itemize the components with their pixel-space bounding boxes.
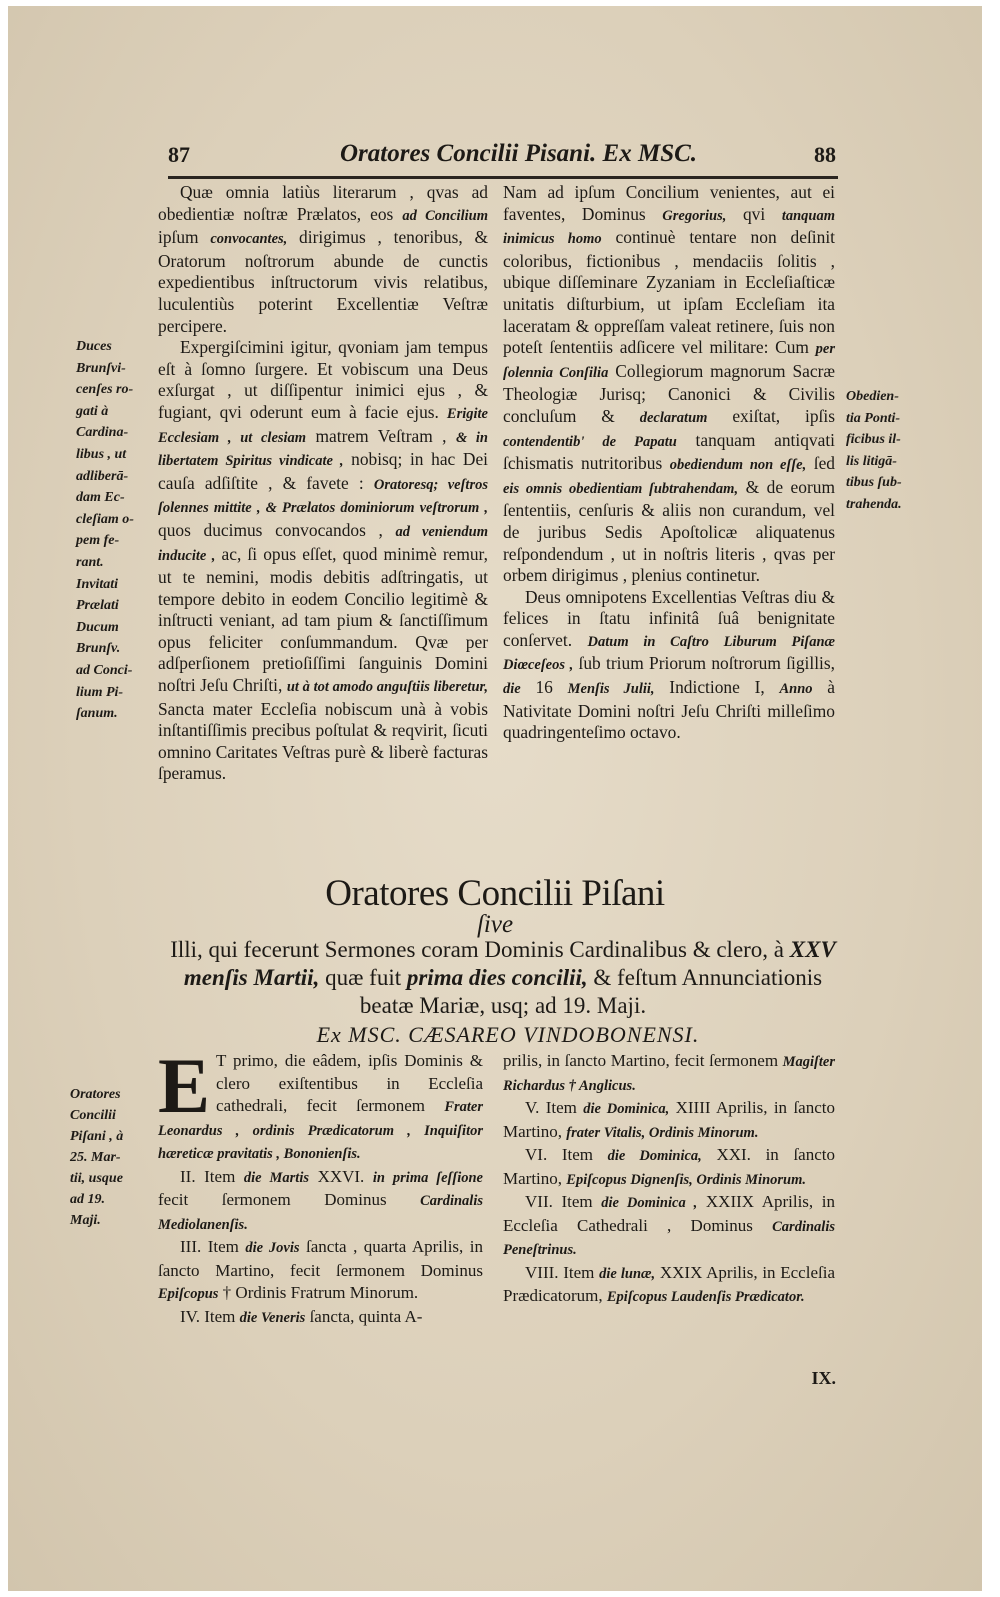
page-number-left: 87 [168,142,190,167]
italic-run: Epiſcopus Dignenſis, Ordinis Minorum. [566,1171,806,1188]
margin-note-line: Concilii [70,1108,116,1123]
sermon-5: V. Item die Dominica, XIIII Aprilis, in ſancto Martino, frater Vitalis, Ordinis Minorum. [503,1098,835,1141]
italic-run: declaratum [639,409,708,426]
italic-run: ad veniendum inducite , [158,523,488,564]
running-title: Oratores Concilii Pisani. Ex MSC. [340,140,698,167]
italic-run: in prima ſeſſione [372,1169,483,1186]
margin-note-line: ad Conci- [76,662,133,678]
left-paragraph-2: Expergiſcimini igitur, qvoniam jam tempus eſt à ſomno ſurgere. Et vobiscum una Deus exſurgat , ut diſſipentur inimici ejus , & fugiant, qvi oderunt eum à facie ejus. Erigite Ecclesiam , ut clesiam matrem Veſtram , & in libertatem Spiritus vindicate , nobisq; in hac Dei cauſa adſiſtite , & favete : Oratoresq; veſtros ſolennes mittite , & Prælatos dominiorum veſtrorum , quos ducimus convocandos , ad veniendum inducite , ac, ſi opus eſſet, quod minimè remur, ut te nemini, modis debitis adſtringatis, ut tempore debito in eodem Concilio legitimè & inſtructi veniant, ad tam pium & ſanctiſſimum opus feliciter conſummandum. Qvæ per adſperſionem pretioſiſſimi ſanguinis Domini noſtri Jeſu Chriſti, ut à tot amodo anguſtiis liberetur, Sancta mater Eccleſia nobiscum unà à vobis inſtantiſſimis precibus poſtulat & reqvirit, ſicuti omnino Caritates Veſtras purè & liberè facturas ſperamus. [158,337,488,784]
margin-note-line: tia Ponti- [846,410,901,426]
sermon-2: II. Item die Martis XXVI. in prima ſeſſione fecit ſermonem Dominus Cardinalis Mediolanenſis. [158,1166,483,1233]
margin-notes-right [846,386,946,516]
margin-note-line: rant. [76,554,104,570]
margin-note-line: ad 19. [70,1192,105,1207]
italic-run: Frater Leonardus , ordinis Prædicatorum , Inquiſitor hæreticæ pravitatis , Bononienſis. [158,1099,483,1162]
margin-note-line: ficibus il- [846,432,901,448]
italic-run: Epiſcopus [158,1286,219,1302]
italic-run: die Veneris [239,1309,306,1326]
section-source: Ex MSC. CÆSAREO VINDOBONENSI. [316,1022,700,1047]
margin-note-line: Invitati [76,576,119,592]
sermon-8: VIII. Item die lunæ, XXIX Aprilis, in Eccleſia Prædicatorum, Epiſcopus Laudenſis Prædicator. [503,1262,835,1305]
left-column [158,182,488,785]
italic-run: eis omnis obedientiam ſubtrahendam, [503,480,739,497]
italic-run: Gregorius, [662,207,727,224]
margin-note-line: dam Ec- [76,490,125,506]
italic-run: Cardinalis Peneſtrinus. [503,1218,835,1258]
margin-note-line: cleſiam o- [76,511,134,527]
italic-run: Menſis Julii, [567,681,655,698]
drop-cap: E [158,1042,211,1129]
margin-notes-section [70,1084,150,1231]
sermon-1-text: T primo, die eâdem, ipſis Dominis & clero exiſtentibus in Eccleſia cathedrali, fecit ſermonem Frater Leonardus , ordinis Prædicatorum , Inquiſitor hæreticæ pravitatis , Bononienſis. [158,1051,483,1162]
italic-run: Datum in Caſtro Liburum Piſanæ Diœceſeos , [503,633,835,674]
right-paragraph-2: Deus omnipotens Excellentias Veſtras diu & felices in ſtatu infinitâ ſuâ benignitate conſervet. Datum in Caſtro Liburum Piſanæ Diœceſeos , ſub trium Priorum noſtrorum ſigillis, die 16 Menſis Julii, Indictione I, Anno à Nativitate Domini noſtri Jeſu Chriſti milleſimo quadringenteſimo octavo. [503,586,835,743]
margin-note-line: Brunſv. [76,641,121,657]
italic-run: & in libertatem Spiritus vindicate , [158,429,488,470]
italic-run: ad Concilium [402,207,488,224]
italic-run: die Martis [243,1169,309,1186]
margin-note-line: trahenda. [846,496,902,512]
right-paragraph-1: Nam ad ipſum Concilium venientes, aut ei faventes, Dominus Gregorius, qvi tanquam inimicus homo continuè tentare non deſinit coloribus, fictionibus , mendaciis ſolitis , ubique diſſeminare Zyzaniam in Eccleſiaſticæ unitatis diſturbium, ut ipſam Eccleſiam ita laceratam & oppreſſam valeat retinere, ſuis non poteſt ſententiis adſicere vel militare: Cum per ſolennia Conſilia Collegiorum magnorum Sacræ Theologiæ Jurisq; Canonici & Civilis concluſum & declaratum exiſtat, ipſis contendentib' de Papatu tanquam antiqvati ſchismatis nutritoribus obediendum non eſſe, ſed eis omnis obedientiam ſubtrahendam, & de eorum ſententiis, cenſuris & aliis non curandum, vel de juribus Sedis Apoſtolicæ aliquatenus reſpondendum , ut in noſtris literis , qvas per orbem dirigimus , plenius continetur. [503,182,835,586]
italic-run: die Dominica, [583,1101,670,1117]
margin-note-line: Ducum [76,619,119,635]
margin-note-line: adliberā- [76,468,129,484]
italic-run: Erigite Ecclesiam , ut clesiam [158,405,488,446]
page-header [168,142,848,172]
margin-note-line: Piſani , à [70,1129,124,1144]
margin-note-line: Cardina- [76,425,129,441]
margin-note-line: Brunſvi- [76,360,126,376]
margin-note-line: 25. Mar- [70,1150,121,1165]
italic-run: Magiſter Richardus † Anglicus. [503,1054,835,1094]
catchword: IX. [811,1368,836,1388]
right-column [503,182,835,744]
italic-run: XXV menſis Martii, [183,937,836,990]
margin-note-line: pem fe- [76,533,120,549]
margin-note-line: ſanum. [76,706,118,722]
italic-run: frater Vitalis, Ordinis Minorum. [566,1124,759,1141]
margin-note-line: cenſes ro- [76,382,134,398]
margin-note-line: gati à [76,403,109,419]
italic-run: Anno [779,681,813,698]
sermons-right-column [503,1050,835,1309]
italic-run: die Dominica, [607,1148,702,1164]
italic-run: die lunæ, [599,1265,656,1282]
sermon-4-cont: prilis, in ſancto Martino, fecit ſermonem Magiſter Richardus † Anglicus. [503,1051,835,1094]
italic-run: contendentib' de Papatu [503,433,677,450]
italic-run: ut à tot amodo anguſtiis liberetur, [286,679,488,696]
italic-run: die Dominica , [601,1195,698,1211]
margin-note-line: tibus ſub- [846,475,902,491]
italic-run: die Jovis [245,1240,300,1256]
italic-run: prima dies concilii, [406,965,588,990]
sermon-6: VI. Item die Dominica, XXI. in ſancto Martino, Epiſcopus Dignenſis, Ordinis Minorum. [503,1145,835,1188]
italic-run: per ſolennia Conſilia [503,341,835,381]
sermon-4: IV. Item die Veneris ſancta, quinta A- [180,1306,423,1326]
sermon-3: III. Item die Jovis ſancta , quarta Aprilis, in ſancto Martino, fecit ſermonem Dominus Epiſcopus † Ordinis Fratrum Minorum. [158,1237,483,1302]
italic-run: Epiſcopus Laudenſis Prædicator. [606,1289,805,1305]
margin-notes-left [76,336,156,725]
italic-run: tanquam inimicus homo [503,207,835,248]
margin-note-line: lis litigā- [846,453,897,469]
sermons-left-column [158,1042,483,1329]
italic-run: Cardinalis Mediolanenſis. [158,1193,483,1233]
italic-run: convocantes, [210,231,288,248]
margin-note-line: Maji. [70,1213,101,1228]
section-title: Oratores Concilii Piſani [325,873,665,914]
book-page [8,6,982,1591]
italic-run: Oratoresq; veſtros ſolennes mittite , & Prælatos dominiorum veſtrorum , [158,476,488,517]
margin-note-line: Prælati [76,598,119,614]
margin-note-line: libus , ut [76,446,127,462]
sermon-1 [158,1042,483,1166]
margin-note-line: tii, usque [70,1171,123,1186]
italic-run: die [503,681,521,698]
margin-note-line: Duces [76,339,112,354]
sermon-7: VII. Item die Dominica , XXIIX Aprilis, in Eccleſia Cathedrali , Dominus Cardinalis Peneſtrinus. [503,1192,835,1258]
section-sive: ſive [476,911,514,938]
header-rule [168,176,838,179]
italic-run: obediendum non eſſe, [669,457,807,474]
page-number-right: 88 [814,142,836,167]
margin-note-line: Obedien- [846,389,899,404]
left-paragraph-1: Quæ omnia latiùs literarum , qvas ad obedientiæ noſtræ Prælatos, eos ad Concilium ipſum convocantes, dirigimus , tenoribus, & Oratorum noſtrorum abunde de cunctis expedientibus inſtructorum vivis relatibus, luculentiùs poterint Excellentiæ Veſtræ percipere. [158,182,488,336]
margin-note-line: lium Pi- [76,684,124,700]
section-subtitle: Illi, qui fecerunt Sermones coram Dominis Cardinalibus & clero, à XXV menſis Martii, quæ fuit prima dies concilii, & feſtum Annunciationis beatæ Mariæ, usq; ad 19. Maji. [170,937,836,1018]
margin-note-line: Oratores [70,1087,121,1102]
